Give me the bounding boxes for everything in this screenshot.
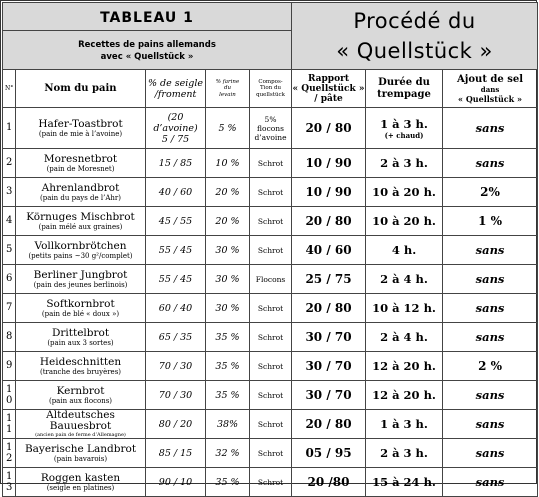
- col-compo: [250, 70, 292, 108]
- row-number: [3, 178, 16, 207]
- col-sel: [443, 70, 538, 108]
- col-rapport-3: / pâte: [314, 93, 343, 104]
- duree-cell: [366, 178, 443, 207]
- compo-cell: [250, 265, 292, 294]
- bread-name-fr: (pain de Moresnet): [46, 164, 115, 173]
- row-number: [3, 236, 16, 265]
- duree-value: 1 à 3 h.: [380, 116, 428, 131]
- bread-name-cell: [16, 149, 146, 178]
- col-no: N°: [3, 70, 16, 108]
- sel-cell: 2 %: [443, 352, 538, 381]
- duree-cell: [366, 468, 443, 497]
- col-farine-1: % farine: [215, 78, 240, 85]
- rapport-cell: 25 / 75: [292, 265, 366, 294]
- row-number: [3, 410, 16, 439]
- row-number-text: 5: [6, 244, 13, 255]
- seigle-value: 80 / 20: [158, 418, 193, 430]
- duree-cell: [366, 323, 443, 352]
- compo-cell: [250, 149, 292, 178]
- col-sel-2: dans: [480, 84, 500, 94]
- farine-cell: 30 %: [206, 236, 250, 265]
- compo-value: 5%: [264, 114, 277, 124]
- seigle-cell: [146, 207, 206, 236]
- duree-value: 2 à 4 h.: [380, 272, 428, 286]
- column-header-row: [3, 70, 538, 108]
- compo-cell: [250, 439, 292, 468]
- farine-cell: 35 %: [206, 323, 250, 352]
- row-number: [3, 108, 16, 149]
- seigle-cell: [146, 352, 206, 381]
- seigle-cell: [146, 323, 206, 352]
- compo-value: Schrot: [257, 419, 284, 429]
- compo-cell: [250, 381, 292, 410]
- compo-cell: [250, 352, 292, 381]
- row-number-text: 2: [6, 157, 13, 168]
- bread-name-cell: [16, 468, 146, 497]
- tableau-title: TABLEAU 1: [100, 9, 194, 26]
- col-rapport-1: Rapport: [308, 73, 350, 84]
- bread-name-cell: [16, 381, 146, 410]
- compo-cell: [250, 294, 292, 323]
- row-number: [3, 323, 16, 352]
- sel-cell: sans: [443, 439, 538, 468]
- bread-name: Drittelbrot: [51, 326, 110, 339]
- bread-name-fr: (tranche des bruyères): [39, 367, 122, 376]
- rapport-cell: 20 / 80: [292, 294, 366, 323]
- bread-name: Roggen kasten: [40, 471, 121, 484]
- bread-name: Hafer-Toastbrot: [38, 117, 123, 130]
- farine-cell: 30 %: [206, 265, 250, 294]
- table-row: [3, 149, 538, 178]
- compo-cell: [250, 207, 292, 236]
- bread-name-fr: (pain aux 3 sortes): [47, 338, 114, 347]
- row-number-text: 3: [6, 186, 13, 197]
- seigle-value: 40 / 60: [158, 186, 193, 198]
- bread-name-fr: (ancien pain de ferme d’Allemagne): [35, 432, 126, 438]
- farine-cell: 38%: [206, 410, 250, 439]
- bread-name: Moresnetbrot: [43, 152, 118, 165]
- bread-name-cell: [16, 236, 146, 265]
- col-duree-1: Durée du: [378, 76, 430, 88]
- rapport-cell: 30 / 70: [292, 323, 366, 352]
- bread-name-cell: [16, 108, 146, 149]
- bread-name-cell: [16, 352, 146, 381]
- row-number-text: 12: [6, 442, 13, 464]
- farine-cell: 20 %: [206, 207, 250, 236]
- duree-cell: [366, 265, 443, 294]
- row-number: [3, 265, 16, 294]
- table-body: [3, 108, 538, 497]
- duree-value: 4 h.: [391, 243, 417, 257]
- seigle-cell: [146, 236, 206, 265]
- col-farine: [206, 70, 250, 108]
- col-rapport: [292, 70, 366, 108]
- duree-value: 10 à 20 h.: [372, 185, 436, 199]
- rapport-cell: 20 / 80: [292, 207, 366, 236]
- seigle-value-2: 5 / 75: [161, 133, 190, 145]
- row-number: [3, 352, 16, 381]
- farine-cell: 20 %: [206, 178, 250, 207]
- rapport-cell: 30 / 70: [292, 381, 366, 410]
- compo-cell: [250, 236, 292, 265]
- row-number-text: 9: [6, 360, 13, 371]
- col-sel-1: Ajout de sel: [457, 73, 524, 85]
- sel-cell: 2%: [443, 178, 538, 207]
- duree-value: 2 à 3 h.: [380, 156, 428, 170]
- tableau-title-cell: [3, 3, 292, 70]
- bread-name-cell: [16, 410, 146, 439]
- seigle-cell: [146, 108, 206, 149]
- farine-cell: 35 %: [206, 468, 250, 497]
- seigle-value: 15 / 85: [158, 157, 193, 169]
- table-row: [3, 410, 538, 439]
- seigle-value: 70 / 30: [158, 360, 193, 372]
- row-number-text: 11: [6, 413, 13, 435]
- row-number-text: 4: [6, 215, 13, 226]
- sel-cell: sans: [443, 410, 538, 439]
- seigle-cell: [146, 410, 206, 439]
- col-farine-3: levain: [219, 91, 236, 98]
- seigle-value: 55 / 45: [158, 244, 193, 256]
- seigle-value: (20 d’avoine): [153, 111, 198, 134]
- duree-cell: [366, 149, 443, 178]
- bread-name: Bayerische Landbrot: [24, 442, 137, 455]
- table-row: [3, 294, 538, 323]
- compo-value: Schrot: [257, 390, 284, 400]
- row-number-text: 7: [6, 302, 13, 313]
- row-number-text: 1: [6, 122, 13, 133]
- duree-cell: [366, 439, 443, 468]
- col-compo-1: Compos-: [258, 78, 283, 85]
- rapport-cell: 20 /80: [292, 468, 366, 497]
- compo-value-3: d’avoine: [254, 132, 287, 142]
- compo-cell: [250, 323, 292, 352]
- col-farine-2: du: [223, 85, 232, 92]
- compo-value: Schrot: [257, 477, 284, 487]
- bread-name-fr: (pain de mie à l’avoine): [38, 129, 123, 138]
- rapport-cell: 05 / 95: [292, 439, 366, 468]
- compo-value: Schrot: [257, 361, 284, 371]
- seigle-value: 70 / 30: [158, 389, 193, 401]
- farine-cell: 30 %: [206, 294, 250, 323]
- sel-cell: sans: [443, 236, 538, 265]
- col-compo-2: Tion du: [259, 85, 282, 92]
- duree-value: 2 à 4 h.: [380, 330, 428, 344]
- sel-cell: sans: [443, 149, 538, 178]
- duree-cell: [366, 108, 443, 149]
- table-row: [3, 236, 538, 265]
- bread-name-cell: [16, 439, 146, 468]
- bread-name-fr: (pain aux flocons): [48, 396, 113, 405]
- bread-name: Softkornbrot: [46, 297, 115, 310]
- table-row: [3, 468, 538, 497]
- procede-title-cell: [292, 3, 538, 70]
- seigle-value: 85 / 15: [158, 447, 193, 459]
- bread-recipes-table: [2, 2, 538, 497]
- duree-cell: [366, 294, 443, 323]
- compo-value: Schrot: [257, 303, 284, 313]
- duree-value: 10 à 20 h.: [372, 214, 436, 228]
- row-number: [3, 468, 16, 497]
- farine-cell: 35 %: [206, 381, 250, 410]
- bread-name: Altdeutsches Bauuesbrot: [46, 409, 115, 432]
- table-row: [3, 381, 538, 410]
- sel-cell: sans: [443, 108, 538, 149]
- table-row: [3, 108, 538, 149]
- bread-name-fr: (pain du pays de l’Ahr): [40, 193, 121, 202]
- row-number-text: 13: [6, 471, 13, 493]
- seigle-cell: [146, 381, 206, 410]
- duree-cell: [366, 236, 443, 265]
- bread-name-fr: (pain bavarois): [53, 454, 108, 463]
- col-rapport-2: « Quellstück »: [292, 83, 365, 94]
- rapport-cell: 10 / 90: [292, 149, 366, 178]
- seigle-cell: [146, 439, 206, 468]
- bread-name-cell: [16, 265, 146, 294]
- duree-value: 12 à 20 h.: [372, 388, 436, 402]
- row-number: [3, 294, 16, 323]
- farine-cell: 35 %: [206, 352, 250, 381]
- table-row: [3, 265, 538, 294]
- sel-cell: sans: [443, 468, 538, 497]
- seigle-cell: [146, 265, 206, 294]
- table-row: [3, 352, 538, 381]
- bread-name-fr: (pain des jeunes berlinois): [33, 280, 128, 289]
- row-number-text: 6: [6, 273, 13, 284]
- compo-value: Schrot: [257, 245, 284, 255]
- bread-name-cell: [16, 178, 146, 207]
- compo-cell: [250, 108, 292, 149]
- col-duree-2: trempage: [377, 88, 431, 100]
- duree-cell: [366, 352, 443, 381]
- bread-name-fr: (seigle en platines): [46, 483, 115, 492]
- sel-cell: sans: [443, 265, 538, 294]
- col-seigle-1: % de seigle: [147, 77, 204, 89]
- compo-value-2: flocons: [257, 123, 284, 133]
- seigle-value: 90 / 10: [158, 476, 193, 488]
- sel-cell: 1 %: [443, 207, 538, 236]
- seigle-value: 60 / 40: [158, 302, 193, 314]
- compo-cell: [250, 410, 292, 439]
- seigle-cell: [146, 468, 206, 497]
- farine-cell: 10 %: [206, 149, 250, 178]
- table-row: [3, 323, 538, 352]
- seigle-value: 65 / 35: [158, 331, 193, 343]
- sel-cell: sans: [443, 381, 538, 410]
- bread-name-fr: (pain mélé aux graines): [38, 222, 123, 231]
- bread-name: Kernbrot: [56, 384, 105, 397]
- row-number-text: 10: [6, 384, 13, 406]
- bread-name-fr: (petits pains ~30 g²/complet): [28, 251, 133, 260]
- procede-title-2: « Quellstück »: [336, 39, 493, 63]
- table-row: [3, 439, 538, 468]
- farine-cell: 32 %: [206, 439, 250, 468]
- compo-value: Schrot: [257, 216, 284, 226]
- rapport-cell: 40 / 60: [292, 236, 366, 265]
- bread-name: Körnuges Mischbrot: [26, 210, 135, 223]
- col-duree: [366, 70, 443, 108]
- row-number-text: 8: [6, 331, 13, 342]
- bread-name: Heideschnitten: [39, 355, 122, 368]
- row-number: [3, 149, 16, 178]
- compo-cell: [250, 178, 292, 207]
- rapport-cell: 20 / 80: [292, 108, 366, 149]
- seigle-cell: [146, 178, 206, 207]
- sel-cell: sans: [443, 323, 538, 352]
- seigle-cell: [146, 149, 206, 178]
- col-nom: Nom du pain: [16, 70, 146, 108]
- row-number: [3, 381, 16, 410]
- bread-name-cell: [16, 294, 146, 323]
- duree-cell: [366, 410, 443, 439]
- compo-cell: [250, 468, 292, 497]
- seigle-cell: [146, 294, 206, 323]
- rapport-cell: 20 / 80: [292, 410, 366, 439]
- duree-cell: [366, 207, 443, 236]
- compo-value: Schrot: [257, 448, 284, 458]
- col-compo-3: quellstück: [256, 91, 285, 98]
- col-sel-3: « Quellstück »: [458, 93, 522, 104]
- duree-value: 2 à 3 h.: [380, 446, 428, 460]
- table-row: [3, 207, 538, 236]
- duree-value: 10 à 12 h.: [372, 301, 436, 315]
- row-number: [3, 439, 16, 468]
- bread-name-fr: (pain de blé « doux »): [41, 309, 120, 318]
- sel-cell: sans: [443, 294, 538, 323]
- compo-value: Schrot: [257, 158, 284, 168]
- seigle-value: 45 / 55: [158, 215, 193, 227]
- bread-name: Ahrenlandbrot: [41, 181, 120, 194]
- duree-cell: [366, 381, 443, 410]
- rapport-cell: 30 / 70: [292, 352, 366, 381]
- farine-cell: 5 %: [206, 108, 250, 149]
- duree-value: 1 à 3 h.: [380, 417, 428, 431]
- compo-value: Schrot: [257, 187, 284, 197]
- bread-name-cell: [16, 323, 146, 352]
- col-seigle-2: /froment: [154, 88, 197, 100]
- duree-value: 12 à 20 h.: [372, 359, 436, 373]
- procede-title-1: Procédé du: [353, 9, 476, 33]
- compo-value: Flocons: [255, 274, 286, 284]
- bread-name: Berliner Jungbrot: [33, 268, 128, 281]
- tableau-subtitle-2: avec « Quellstück »: [100, 51, 194, 62]
- duree-note: (+ chaud): [384, 130, 424, 140]
- row-number: [3, 207, 16, 236]
- compo-value: Schrot: [257, 332, 284, 342]
- rapport-cell: 10 / 90: [292, 178, 366, 207]
- seigle-value: 55 / 45: [158, 273, 193, 285]
- tableau-subtitle-1: Recettes de pains allemands: [78, 39, 216, 50]
- col-seigle: [146, 70, 206, 108]
- bread-name: Vollkornbrötchen: [34, 239, 127, 252]
- duree-value: 15 à 24 h.: [372, 475, 436, 489]
- table-row: [3, 178, 538, 207]
- bread-name-cell: [16, 207, 146, 236]
